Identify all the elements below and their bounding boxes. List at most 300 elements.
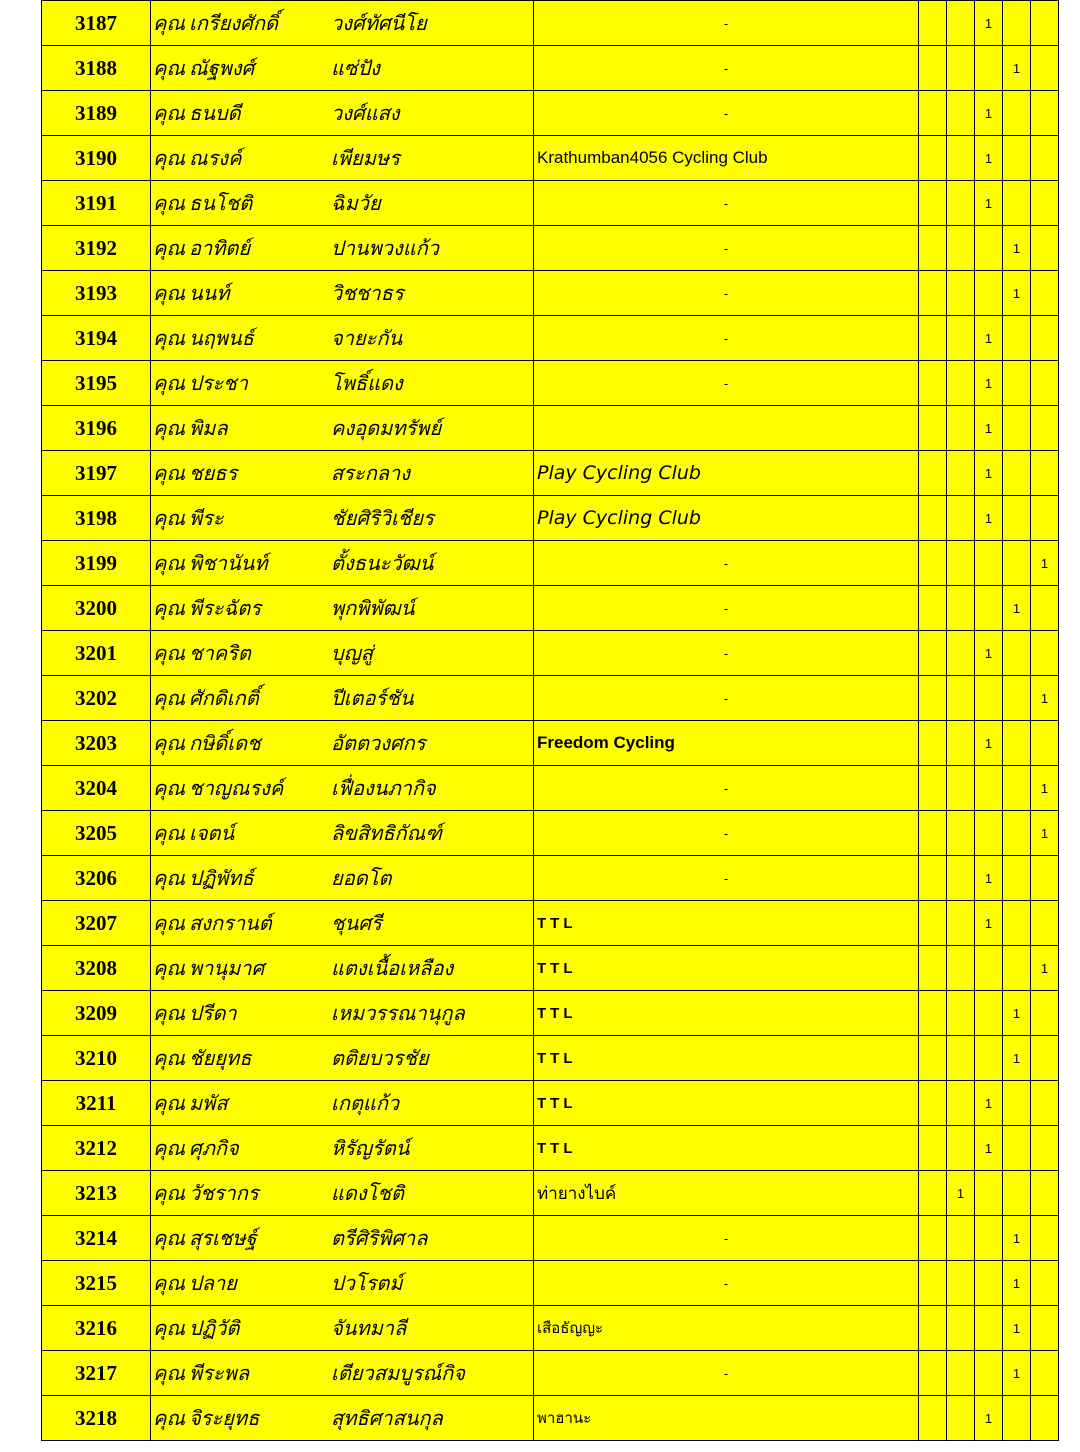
category-mark-4: 1 (1003, 226, 1031, 271)
club-name: ท่ายางไบค์ (534, 1171, 919, 1216)
participant-name (151, 271, 534, 316)
last-name: แตงเนื้อเหลือง (331, 956, 454, 980)
last-name: วิชชาธร (331, 281, 404, 305)
bib-number: 3193 (42, 271, 151, 316)
category-mark-5 (1031, 181, 1059, 226)
last-name: คงอุดมทรัพย์ (331, 416, 442, 440)
club-name: TTL (534, 901, 919, 946)
first-name: นนท์ (189, 281, 230, 305)
category-mark-1 (919, 451, 947, 496)
category-mark-3 (975, 991, 1003, 1036)
category-mark-2 (947, 946, 975, 991)
first-name: ชาคริต (189, 641, 251, 665)
category-mark-4 (1003, 676, 1031, 721)
participant-name (151, 901, 534, 946)
last-name: ฉิมวัย (331, 191, 381, 215)
bib-number: 3203 (42, 721, 151, 766)
category-mark-5 (1031, 361, 1059, 406)
category-mark-4 (1003, 766, 1031, 811)
club-name: - (534, 1216, 919, 1261)
category-mark-5: 1 (1031, 811, 1059, 856)
participant-name (151, 136, 534, 181)
name-title: คุณ (153, 416, 185, 440)
table-row (42, 766, 1059, 811)
bib-number: 3205 (42, 811, 151, 856)
last-name: เฟื่องนภากิจ (331, 776, 436, 800)
club-name: Freedom Cycling (534, 721, 919, 766)
category-mark-3: 1 (975, 181, 1003, 226)
category-mark-3: 1 (975, 1, 1003, 46)
bib-number: 3194 (42, 316, 151, 361)
category-mark-2 (947, 766, 975, 811)
last-name: ตรีศิริพิศาล (331, 1226, 428, 1250)
category-mark-3 (975, 226, 1003, 271)
category-mark-3 (975, 541, 1003, 586)
club-name: - (534, 676, 919, 721)
bib-number: 3196 (42, 406, 151, 451)
category-mark-5 (1031, 1396, 1059, 1441)
category-mark-2 (947, 1, 975, 46)
bib-number: 3197 (42, 451, 151, 496)
name-title: คุณ (153, 1406, 185, 1430)
club-name: TTL (534, 1126, 919, 1171)
category-mark-5 (1031, 901, 1059, 946)
category-mark-3 (975, 1261, 1003, 1306)
bib-number: 3209 (42, 991, 151, 1036)
category-mark-4 (1003, 856, 1031, 901)
category-mark-1 (919, 901, 947, 946)
category-mark-1 (919, 1081, 947, 1126)
category-mark-1 (919, 496, 947, 541)
last-name: ปีเตอร์ชัน (331, 686, 414, 710)
category-mark-2 (947, 1081, 975, 1126)
last-name: จายะกัน (331, 326, 403, 350)
category-mark-1 (919, 271, 947, 316)
category-mark-3 (975, 586, 1003, 631)
bib-number: 3202 (42, 676, 151, 721)
category-mark-5 (1031, 1351, 1059, 1396)
participant-name (151, 1261, 534, 1306)
category-mark-5 (1031, 1261, 1059, 1306)
participant-name (151, 631, 534, 676)
category-mark-4 (1003, 316, 1031, 361)
table-row (42, 631, 1059, 676)
category-mark-3 (975, 1036, 1003, 1081)
category-mark-3: 1 (975, 316, 1003, 361)
participant-name (151, 361, 534, 406)
category-mark-1 (919, 91, 947, 136)
first-name: อาทิตย์ (189, 236, 251, 260)
participant-name (151, 46, 534, 91)
club-name: TTL (534, 1081, 919, 1126)
category-mark-5 (1031, 451, 1059, 496)
name-title: คุณ (153, 911, 185, 935)
category-mark-4 (1003, 1, 1031, 46)
club-name: - (534, 91, 919, 136)
name-title: คุณ (153, 1361, 185, 1385)
category-mark-2 (947, 1306, 975, 1351)
bib-number: 3188 (42, 46, 151, 91)
club-name: - (534, 811, 919, 856)
table-row (42, 541, 1059, 586)
table-row (42, 901, 1059, 946)
first-name: ธนบดี (189, 101, 241, 125)
participant-name (151, 406, 534, 451)
club-name: - (534, 271, 919, 316)
bib-number: 3215 (42, 1261, 151, 1306)
category-mark-5 (1031, 586, 1059, 631)
bib-number: 3200 (42, 586, 151, 631)
category-mark-2 (947, 451, 975, 496)
first-name: ณัฐพงศ์ (189, 56, 255, 80)
table-row (42, 1216, 1059, 1261)
participant-name (151, 451, 534, 496)
first-name: จิระยุทธ (189, 1406, 260, 1430)
table-row (42, 991, 1059, 1036)
category-mark-5 (1031, 496, 1059, 541)
category-mark-2 (947, 1126, 975, 1171)
table-row (42, 1351, 1059, 1396)
table-row (42, 1171, 1059, 1216)
category-mark-5: 1 (1031, 946, 1059, 991)
category-mark-1 (919, 1306, 947, 1351)
table-row (42, 1, 1059, 46)
first-name: สงกรานต์ (189, 911, 272, 935)
name-title: คุณ (153, 641, 185, 665)
category-mark-2 (947, 406, 975, 451)
category-mark-4 (1003, 946, 1031, 991)
club-name: - (534, 856, 919, 901)
category-mark-4: 1 (1003, 991, 1031, 1036)
table-row (42, 316, 1059, 361)
table-row (42, 136, 1059, 181)
category-mark-1 (919, 721, 947, 766)
bib-number: 3206 (42, 856, 151, 901)
club-name: - (534, 316, 919, 361)
category-mark-3 (975, 46, 1003, 91)
category-mark-2 (947, 991, 975, 1036)
bib-number: 3217 (42, 1351, 151, 1396)
category-mark-4 (1003, 136, 1031, 181)
category-mark-2 (947, 226, 975, 271)
category-mark-2: 1 (947, 1171, 975, 1216)
bib-number: 3216 (42, 1306, 151, 1351)
name-title: คุณ (153, 146, 185, 170)
bib-number: 3204 (42, 766, 151, 811)
name-title: คุณ (153, 731, 185, 755)
name-title: คุณ (153, 776, 185, 800)
category-mark-5 (1031, 1081, 1059, 1126)
category-mark-5 (1031, 1036, 1059, 1081)
first-name: ชัยยุทธ (189, 1046, 252, 1070)
last-name: ลิขสิทธิกัณฑ์ (331, 821, 442, 845)
participant-name (151, 1306, 534, 1351)
club-name: Krathumban4056 Cycling Club (534, 136, 919, 181)
bib-number: 3189 (42, 91, 151, 136)
category-mark-1 (919, 1351, 947, 1396)
name-title: คุณ (153, 596, 185, 620)
category-mark-4 (1003, 631, 1031, 676)
category-mark-4: 1 (1003, 1351, 1031, 1396)
category-mark-3: 1 (975, 496, 1003, 541)
category-mark-5 (1031, 631, 1059, 676)
category-mark-5 (1031, 271, 1059, 316)
name-title: คุณ (153, 956, 185, 980)
category-mark-4: 1 (1003, 1306, 1031, 1351)
participant-name (151, 1351, 534, 1396)
category-mark-2 (947, 496, 975, 541)
category-mark-4: 1 (1003, 1261, 1031, 1306)
bib-number: 3213 (42, 1171, 151, 1216)
category-mark-4 (1003, 811, 1031, 856)
first-name: ศักดิเกติ์ (189, 686, 259, 710)
category-mark-1 (919, 991, 947, 1036)
category-mark-5 (1031, 856, 1059, 901)
club-name: - (534, 1351, 919, 1396)
first-name: วัชรากร (189, 1181, 259, 1205)
category-mark-4 (1003, 406, 1031, 451)
last-name: พุกพิพัฒน์ (331, 596, 415, 620)
category-mark-5 (1031, 1306, 1059, 1351)
first-name: ประชา (189, 371, 248, 395)
bib-number: 3192 (42, 226, 151, 271)
first-name: พีระ (189, 506, 224, 530)
table-row (42, 676, 1059, 721)
category-mark-1 (919, 811, 947, 856)
bib-number: 3187 (42, 1, 151, 46)
category-mark-3 (975, 946, 1003, 991)
category-mark-1 (919, 181, 947, 226)
first-name: พีระฉัตร (189, 596, 262, 620)
category-mark-2 (947, 721, 975, 766)
name-title: คุณ (153, 236, 185, 260)
table-row (42, 1036, 1059, 1081)
participant-name (151, 1396, 534, 1441)
category-mark-1 (919, 46, 947, 91)
first-name: ปฏิวัติ (189, 1316, 240, 1340)
name-title: คุณ (153, 56, 185, 80)
club-name: - (534, 766, 919, 811)
table-row (42, 946, 1059, 991)
name-title: คุณ (153, 1136, 185, 1160)
club-name: Play Cycling Club (534, 451, 919, 496)
first-name: พิชานันท์ (189, 551, 268, 575)
bib-number: 3195 (42, 361, 151, 406)
category-mark-5 (1031, 136, 1059, 181)
club-name: - (534, 1261, 919, 1306)
category-mark-1 (919, 406, 947, 451)
category-mark-1 (919, 676, 947, 721)
bib-number: 3207 (42, 901, 151, 946)
category-mark-3: 1 (975, 1126, 1003, 1171)
first-name: ปลาย (189, 1271, 237, 1295)
bib-number: 3208 (42, 946, 151, 991)
club-name: - (534, 226, 919, 271)
category-mark-2 (947, 856, 975, 901)
category-mark-5 (1031, 406, 1059, 451)
club-name: TTL (534, 991, 919, 1036)
name-title: คุณ (153, 191, 185, 215)
category-mark-2 (947, 811, 975, 856)
last-name: สุทธิศาสนกุล (331, 1406, 443, 1430)
category-mark-3 (975, 1351, 1003, 1396)
first-name: พีระพล (189, 1361, 250, 1385)
last-name: แซ่ปัง (331, 56, 380, 80)
table-row (42, 586, 1059, 631)
category-mark-1 (919, 541, 947, 586)
category-mark-5 (1031, 721, 1059, 766)
participant-name (151, 586, 534, 631)
name-title: คุณ (153, 821, 185, 845)
participant-name (151, 91, 534, 136)
club-name (534, 406, 919, 451)
category-mark-3 (975, 766, 1003, 811)
category-mark-2 (947, 676, 975, 721)
category-mark-4 (1003, 451, 1031, 496)
category-mark-4 (1003, 721, 1031, 766)
category-mark-1 (919, 766, 947, 811)
table-row (42, 1126, 1059, 1171)
category-mark-2 (947, 1036, 975, 1081)
category-mark-5 (1031, 991, 1059, 1036)
table-row (42, 271, 1059, 316)
category-mark-4 (1003, 1171, 1031, 1216)
participant-name (151, 1, 534, 46)
table-row (42, 1261, 1059, 1306)
category-mark-4: 1 (1003, 271, 1031, 316)
last-name: ชัยศิริวิเชียร (331, 506, 434, 530)
first-name: ณรงค์ (189, 146, 242, 170)
category-mark-2 (947, 1396, 975, 1441)
club-name: TTL (534, 1036, 919, 1081)
first-name: เจตน์ (189, 821, 235, 845)
registration-table (41, 0, 1059, 1441)
first-name: เกรียงศักดิ์ (189, 11, 278, 35)
category-mark-1 (919, 1216, 947, 1261)
club-name: - (534, 586, 919, 631)
table-row (42, 496, 1059, 541)
table-row (42, 1396, 1059, 1441)
participant-name (151, 1171, 534, 1216)
participant-name (151, 856, 534, 901)
name-title: คุณ (153, 506, 185, 530)
category-mark-2 (947, 46, 975, 91)
first-name: มพัส (189, 1091, 228, 1115)
category-mark-2 (947, 136, 975, 181)
name-title: คุณ (153, 1046, 185, 1070)
category-mark-1 (919, 1396, 947, 1441)
category-mark-5 (1031, 1216, 1059, 1261)
participant-name (151, 721, 534, 766)
club-name: - (534, 1, 919, 46)
category-mark-1 (919, 586, 947, 631)
table-row (42, 1306, 1059, 1351)
category-mark-3 (975, 811, 1003, 856)
table-row (42, 91, 1059, 136)
first-name: พานุมาศ (189, 956, 265, 980)
participant-name (151, 1036, 534, 1081)
club-name: - (534, 181, 919, 226)
participant-name (151, 766, 534, 811)
bib-number: 3212 (42, 1126, 151, 1171)
club-name: เสือธัญญะ (534, 1306, 919, 1351)
table-row (42, 181, 1059, 226)
table-row (42, 226, 1059, 271)
category-mark-3: 1 (975, 901, 1003, 946)
bib-number: 3191 (42, 181, 151, 226)
first-name: พิมล (189, 416, 228, 440)
category-mark-2 (947, 181, 975, 226)
table-row (42, 721, 1059, 766)
club-name: - (534, 631, 919, 676)
name-title: คุณ (153, 1226, 185, 1250)
club-name: TTL (534, 946, 919, 991)
category-mark-1 (919, 361, 947, 406)
last-name: สระกลาง (331, 461, 411, 485)
category-mark-1 (919, 631, 947, 676)
category-mark-4 (1003, 1396, 1031, 1441)
category-mark-4 (1003, 1126, 1031, 1171)
participant-name (151, 181, 534, 226)
category-mark-4 (1003, 91, 1031, 136)
category-mark-3: 1 (975, 1081, 1003, 1126)
last-name: โพธิ์แดง (331, 371, 403, 395)
participant-name (151, 541, 534, 586)
category-mark-4 (1003, 1081, 1031, 1126)
table-row (42, 451, 1059, 496)
participant-name (151, 1081, 534, 1126)
category-mark-3: 1 (975, 721, 1003, 766)
bib-number: 3211 (42, 1081, 151, 1126)
category-mark-1 (919, 136, 947, 181)
category-mark-5 (1031, 316, 1059, 361)
first-name: ปฏิพัทธ์ (189, 866, 254, 890)
category-mark-4: 1 (1003, 46, 1031, 91)
participant-name (151, 496, 534, 541)
category-mark-5 (1031, 91, 1059, 136)
participant-name (151, 1216, 534, 1261)
category-mark-2 (947, 631, 975, 676)
last-name: หิรัญรัตน์ (331, 1136, 410, 1160)
category-mark-4 (1003, 496, 1031, 541)
table-row (42, 361, 1059, 406)
name-title: คุณ (153, 11, 185, 35)
category-mark-3: 1 (975, 856, 1003, 901)
name-title: คุณ (153, 101, 185, 125)
last-name: อัตตวงศกร (331, 731, 426, 755)
last-name: ตติยบวรชัย (331, 1046, 429, 1070)
category-mark-3 (975, 1306, 1003, 1351)
bib-number: 3201 (42, 631, 151, 676)
participant-name (151, 946, 534, 991)
category-mark-3 (975, 1171, 1003, 1216)
club-name: พาฮานะ (534, 1396, 919, 1441)
club-name: - (534, 541, 919, 586)
category-mark-5 (1031, 46, 1059, 91)
category-mark-4: 1 (1003, 1036, 1031, 1081)
last-name: เพียมษร (331, 146, 400, 170)
name-title: คุณ (153, 1181, 185, 1205)
table-body (42, 1, 1059, 1441)
category-mark-1 (919, 946, 947, 991)
last-name: วงศ์แสง (331, 101, 400, 125)
category-mark-5 (1031, 1171, 1059, 1216)
name-title: คุณ (153, 866, 185, 890)
category-mark-3: 1 (975, 361, 1003, 406)
category-mark-3 (975, 1216, 1003, 1261)
name-title: คุณ (153, 551, 185, 575)
category-mark-3: 1 (975, 406, 1003, 451)
